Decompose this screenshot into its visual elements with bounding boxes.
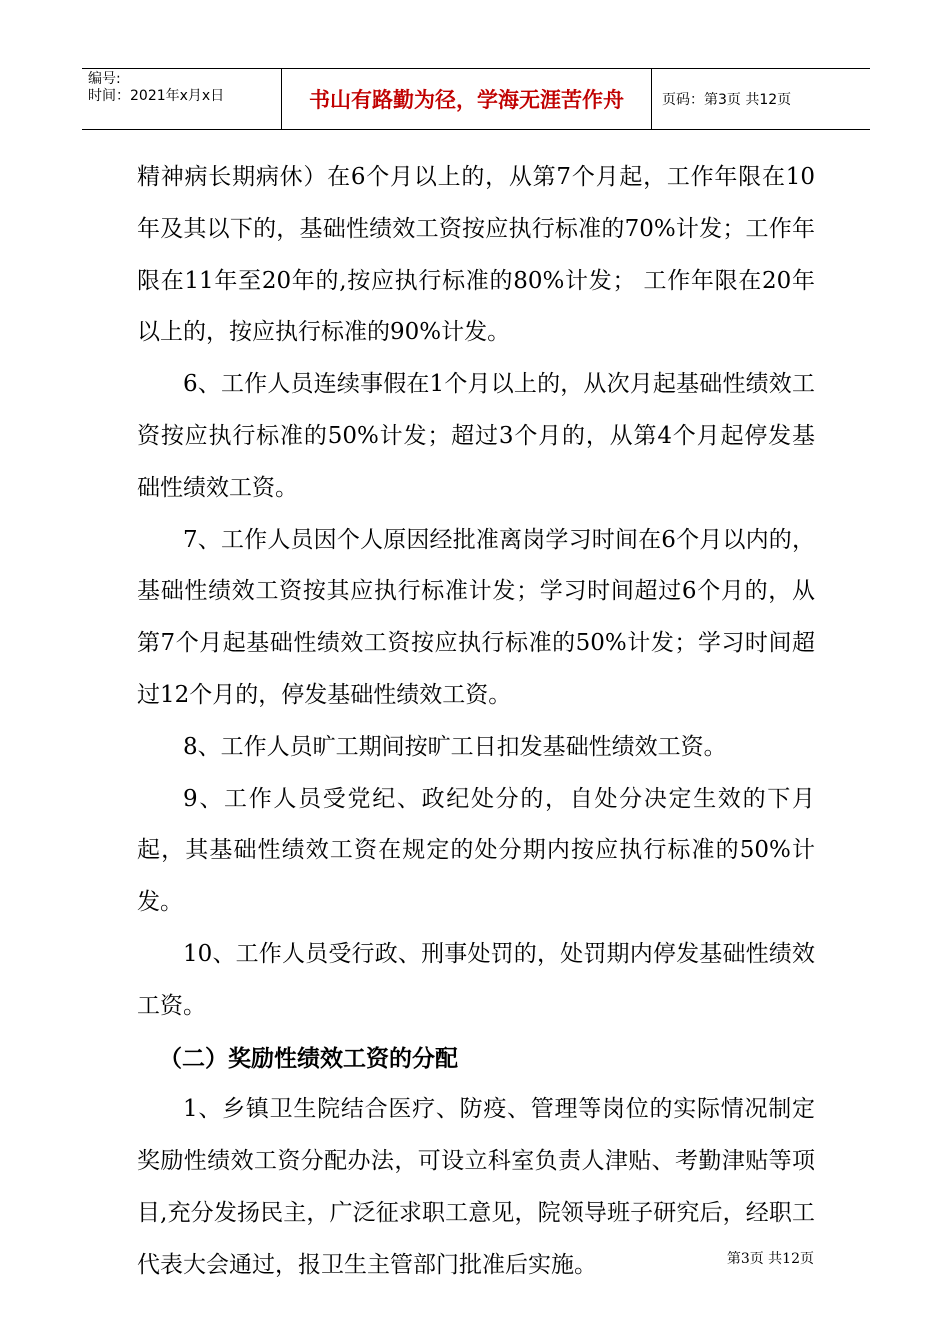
paragraph: 1、乡镇卫生院结合医疗、防疫、管理等岗位的实际情况制定奖励性绩效工资分配办法，可设立科室负责人津贴、考勤津贴等项目,充分发扬民主，广泛征求职工意见，院领导班子研究后，经职工代表大会通过，报卫生主管部门批准后实施。 — [137, 1096, 815, 1278]
header-table — [82, 68, 870, 130]
section-heading: （二）奖励性绩效工资的分配 — [159, 1044, 458, 1072]
document-number-label: 编号: — [88, 71, 121, 87]
paragraph: 7、工作人员因个人原因经批准离岗学习时间在6个月以内的，基础性绩效工资按其应执行标准计发；学习时间超过6个月的，从第7个月起基础性绩效工资按应执行标准的50%计发；学习时间超过12个月的，停发基础性绩效工资。 — [137, 526, 815, 708]
header-page-code: 页码：第3页 共12页 — [662, 92, 792, 108]
paragraph: 8、工作人员旷工期间按旷工日扣发基础性绩效工资。 — [183, 733, 727, 760]
document-time-label: 时间：2021年x月x日 — [88, 88, 225, 104]
header-motto: 书山有路勤为径，学海无涯苦作舟 — [282, 69, 652, 129]
paragraph: 10、工作人员受行政、刑事处罚的，处罚期内停发基础性绩效工资。 — [137, 940, 815, 1019]
header-meta — [82, 69, 282, 129]
paragraph: 精神病长期病休）在6个月以上的，从第7个月起，工作年限在10年及其以下的，基础性绩效工资按应执行标准的70%计发；工作年限在11年至20年的,按应执行标准的80%计发； 工作年限在20年以上的，按应执行标准的90%计发。 — [137, 164, 815, 346]
document-body — [137, 152, 815, 1292]
paragraph: 6、工作人员连续事假在1个月以上的，从次月起基础性绩效工资按应执行标准的50%计发；超过3个月的，从第4个月起停发基础性绩效工资。 — [137, 371, 815, 501]
page-footer: 第3页 共12页 — [726, 1251, 814, 1267]
paragraph: 9、工作人员受党纪、政纪处分的，自处分决定生效的下月起，其基础性绩效工资在规定的处分期内按应执行标准的50%计发。 — [137, 785, 815, 916]
